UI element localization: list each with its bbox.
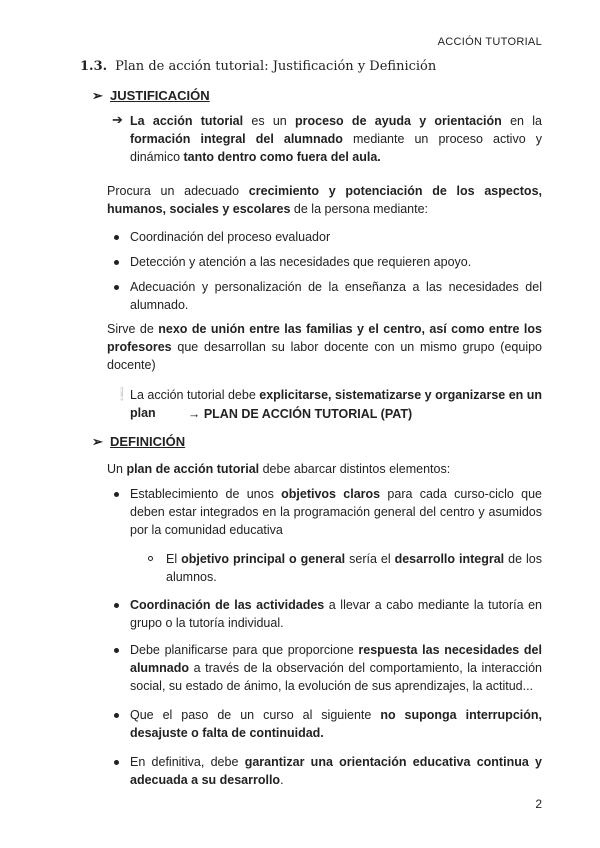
- text: mediante un proceso activo y dinámico: [130, 132, 542, 164]
- list-item: Coordinación del proceso evaluador: [130, 230, 331, 244]
- text: Que el paso de un curso al siguiente: [130, 708, 381, 722]
- exclamation-icon: ❕: [114, 387, 130, 401]
- text: que desarrollan su labor docente con un mismo grupo (equipo docente): [107, 340, 542, 372]
- bullet-dot: [114, 492, 119, 497]
- text: Debe planificarse para que proporcione: [130, 643, 359, 657]
- pat-note-prefix: La acción tutorial debe: [130, 388, 260, 402]
- bold-text: objetivo principal o general: [181, 552, 346, 566]
- list-item: Detección y atención a las necesidades que requieren apoyo.: [130, 255, 472, 269]
- sub-list-item: [166, 550, 542, 586]
- list-item: [130, 753, 542, 789]
- text: es un: [243, 114, 296, 128]
- bold-text: nexo de unión entre las familias y el centro, así como entre los profesores: [107, 322, 542, 354]
- justificacion-intro: [130, 112, 542, 166]
- definicion-heading-label: DEFINICIÓN: [110, 434, 186, 449]
- bold-text: Coordinación de las actividades: [130, 598, 325, 612]
- text: para cada curso-ciclo que deben estar integrados en la programación general del centro y asumidos por la comunidad educativa: [130, 487, 542, 537]
- sirve-paragraph: [107, 320, 542, 374]
- bullet-dot: [114, 260, 119, 265]
- bold-text: proceso de ayuda y orientación: [295, 114, 502, 128]
- text: Procura un adecuado: [107, 184, 249, 198]
- procura-paragraph: [107, 182, 542, 218]
- bullet-dot: [114, 760, 119, 765]
- bullet-dot: [114, 648, 119, 653]
- section-title-text: Plan de acción tutorial: Justificación y Definición: [115, 59, 437, 74]
- list-item: [130, 641, 542, 695]
- text: en la: [501, 114, 542, 128]
- bold-text: plan de acción tutorial: [126, 462, 260, 476]
- justificacion-heading: [92, 88, 210, 104]
- text: a llevar a cabo mediante la tutoría en grupo o la tutoría individual.: [130, 598, 542, 630]
- text: Sirve de: [107, 322, 159, 336]
- bold-text: garantizar una orientación educativa continua y adecuada a su desarrollo: [130, 755, 543, 787]
- arrow-icon: ➢: [92, 88, 103, 103]
- text: de los alumnos.: [166, 552, 542, 584]
- text: El: [166, 552, 182, 566]
- text: sería el: [345, 552, 395, 566]
- section-title: [80, 59, 436, 74]
- bullet-dot: [114, 235, 119, 240]
- running-header: ACCIÓN TUTORIAL: [437, 36, 542, 48]
- bold-text: respuesta las necesidades del alumnado: [130, 643, 542, 675]
- justificacion-heading-label: JUSTIFICACIÓN: [110, 88, 210, 103]
- bold-text: La acción tutorial: [130, 114, 244, 128]
- sub-bullet-circle: [148, 556, 153, 561]
- list-item: [130, 485, 542, 539]
- pat-note-line2: [0, 405, 600, 423]
- bullet-dot: [114, 603, 119, 608]
- page-number: 2: [535, 797, 542, 811]
- text: debe abarcar distintos elementos:: [259, 462, 451, 476]
- text: a través de la observación del comportamiento, la interacción social, su estado de ánimo, la evolución de sus aprendizajes, la actitud...: [130, 661, 542, 693]
- list-item: Adecuación y personalización de la enseñanza a las necesidades del alumnado.: [130, 280, 542, 312]
- bullet-dot: [114, 713, 119, 718]
- section-number: 1.3.: [80, 59, 108, 74]
- text: En definitiva, debe: [130, 755, 245, 769]
- pat-title: → PLAN DE ACCIÓN TUTORIAL (PAT): [187, 407, 413, 421]
- definicion-intro: [107, 460, 542, 478]
- arrow-icon: ➢: [92, 434, 103, 449]
- bold-text: objetivos claros: [281, 487, 381, 501]
- bold-text: formación integral del alumnado: [130, 132, 343, 146]
- bold-text: tanto dentro como fuera del aula.: [183, 150, 381, 164]
- bullet-dot: [114, 285, 119, 290]
- text: Establecimiento de unos: [130, 487, 282, 501]
- arrow-right-icon: ➔: [112, 112, 123, 127]
- text: de la persona mediante:: [290, 202, 429, 216]
- text: Un: [107, 462, 127, 476]
- list-item: [130, 706, 542, 742]
- bold-text: no suponga interrupción, desajuste o falta de continuidad.: [130, 708, 542, 740]
- list-item: [130, 596, 542, 632]
- bold-text: crecimiento y potenciación de los aspectos, humanos, sociales y escolares: [107, 184, 542, 216]
- bold-text: desarrollo integral: [394, 552, 505, 566]
- definicion-heading: [92, 434, 185, 450]
- text: .: [280, 773, 284, 787]
- pat-note-bold: explicitarse, sistematizarse y organizarse en un plan: [130, 388, 543, 420]
